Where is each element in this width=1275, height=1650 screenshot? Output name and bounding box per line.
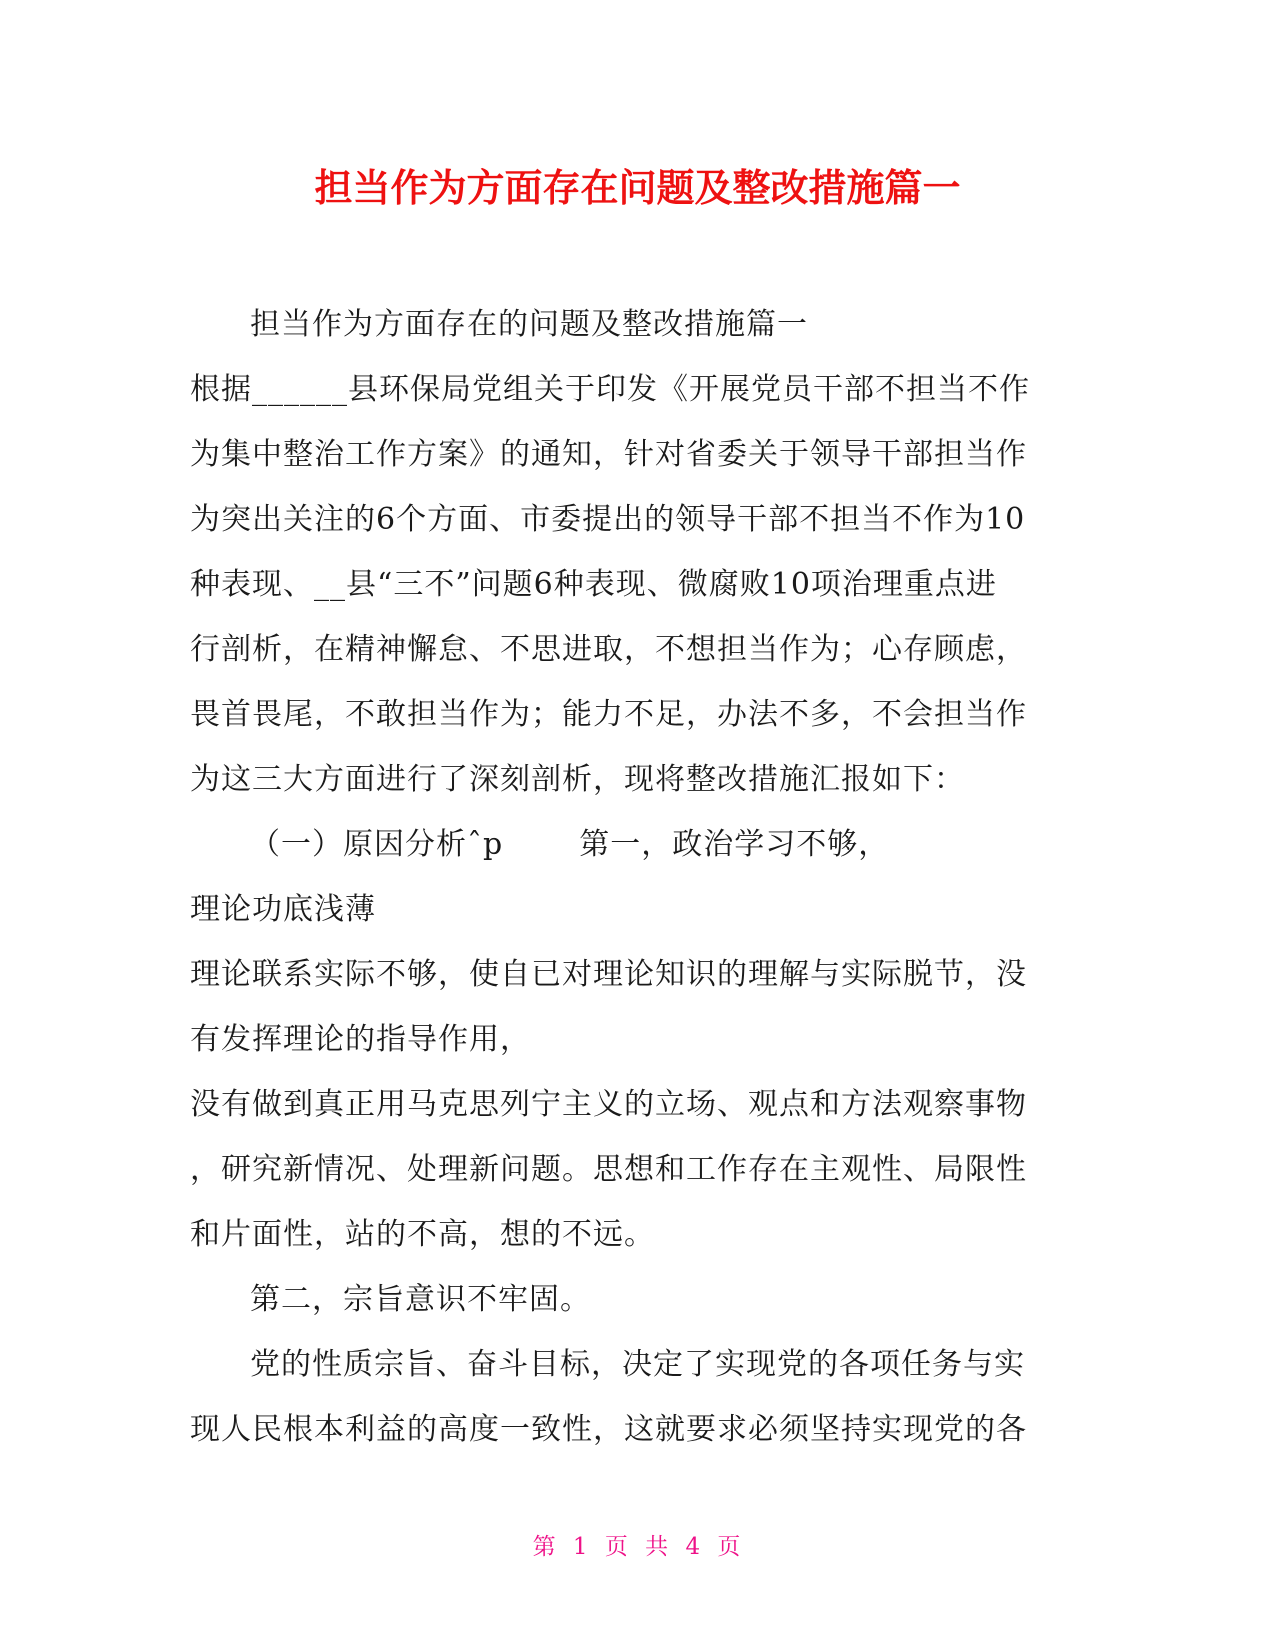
document-body (190, 292, 1090, 1462)
paragraph-line: 根据______县环保局党组关于印发《开展党员干部不担当不作 (190, 372, 1030, 407)
paragraph-line: 现人民根本利益的高度一致性，这就要求必须坚持实现党的各 (190, 1412, 1027, 1447)
footer-total-unit: 页 (717, 1534, 743, 1560)
footer-page-unit: 页 (604, 1534, 630, 1560)
paragraph-line: ，研究新情况、处理新问题。思想和工作存在主观性、局限性 (190, 1152, 1027, 1187)
footer-total-label: 共 (645, 1534, 671, 1560)
paragraph-line: 和片面性，站的不高，想的不远。 (190, 1217, 655, 1252)
paragraph-line: 担当作为方面存在的问题及整改措施篇一 (250, 307, 808, 342)
paragraph-line: 理论联系实际不够，使自已对理论知识的理解与实际脱节，没 (190, 957, 1027, 992)
paragraph-line: 种表现、__县“三不”问题6种表现、微腐败10项治理重点进 (190, 567, 997, 602)
paragraph-line: 畏首畏尾，不敢担当作为；能力不足，办法不多，不会担当作 (190, 697, 1027, 732)
paragraph-line: 没有做到真正用马克思列宁主义的立场、观点和方法观察事物 (190, 1087, 1027, 1122)
paragraph-line: 理论功底浅薄 (190, 892, 376, 927)
analysis-heading: （一）原因分析ˆp (250, 827, 504, 862)
footer-total-pages: 4 (685, 1534, 703, 1560)
analysis-heading-line (190, 812, 1090, 877)
paragraph-line: 行剖析，在精神懈怠、不思进取，不想担当作为；心存顾虑， (190, 632, 1027, 667)
paragraph-line: 为集中整治工作方案》的通知，针对省委关于领导干部担当作 (190, 437, 1027, 472)
paragraph-line: 为这三大方面进行了深刻剖析，现将整改措施汇报如下： (190, 762, 965, 797)
paragraph-line: 有发挥理论的指导作用， (190, 1022, 531, 1057)
paragraph-line: 为突出关注的6个方面、市委提出的领导干部不担当不作为10 (190, 502, 1026, 537)
page-footer (0, 1532, 1275, 1562)
document-title: 担当作为方面存在问题及整改措施篇一 (314, 166, 961, 210)
paragraph-line: 第二，宗旨意识不牢固。 (250, 1282, 591, 1317)
footer-page-label: 第 (532, 1534, 558, 1560)
paragraph-line: 党的性质宗旨、奋斗目标，决定了实现党的各项任务与实 (250, 1347, 1025, 1382)
analysis-point: 第一，政治学习不够， (579, 827, 890, 862)
footer-current-page: 1 (572, 1534, 590, 1560)
